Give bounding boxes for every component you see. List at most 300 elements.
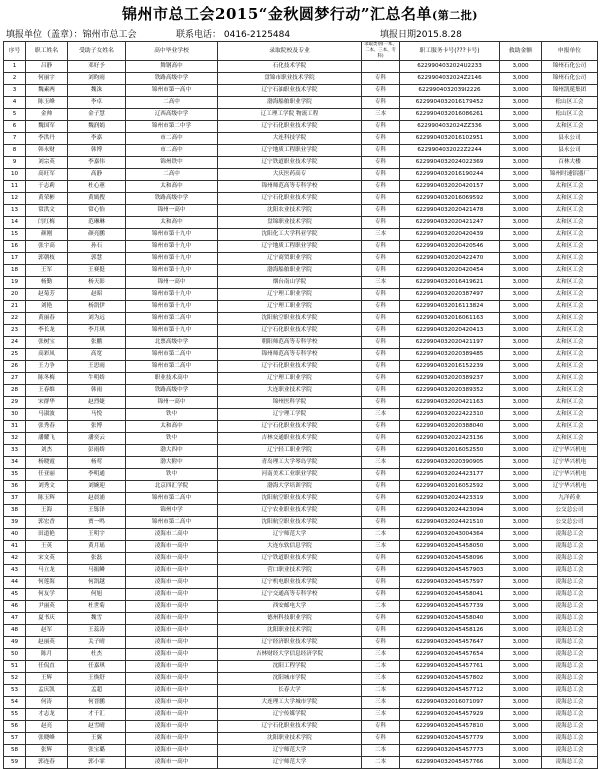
cell-card: 6229904032020422470 (400, 253, 500, 265)
cell-amount: 3,000 (500, 457, 542, 469)
table-row (4, 301, 598, 313)
cell-card: 6229904032024Z2146 (400, 73, 500, 85)
cell-unit: 公交总公司 (542, 505, 598, 517)
cell-card: 6229904032045457647 (400, 637, 500, 649)
cell-unit: 锦州石化公司 (542, 73, 598, 85)
cell-cat: 专科 (362, 217, 400, 229)
cell-cat: 专科 (362, 169, 400, 181)
filing-unit: 填报单位（盖章）：锦州市总工会 (6, 30, 137, 40)
cell-child: 何凯越 (68, 577, 126, 589)
cell-no: 35 (4, 469, 26, 481)
cell-cat: 二本 (362, 529, 400, 541)
cell-child: 马振鳞 (68, 565, 126, 577)
cell-unit: 松山区工会 (542, 109, 598, 121)
cell-school: 凌海市一高中 (126, 685, 218, 697)
cell-worker: 何友学 (26, 589, 68, 601)
cell-no: 17 (4, 253, 26, 265)
table-row (4, 661, 598, 673)
cell-card: 6229904032024ZZ336 (400, 121, 500, 133)
cell-worker: 夏书庆 (26, 613, 68, 625)
cell-no: 4 (4, 97, 26, 109)
cell-no: 38 (4, 505, 26, 517)
cell-no: 21 (4, 301, 26, 313)
cell-child: 孟超 (68, 685, 126, 697)
cell-college: 沈阳化工大学科亚学院 (218, 229, 362, 241)
cell-college: 辽宁铁道职业技术学院 (218, 157, 362, 169)
cell-worker: 马立龙 (26, 565, 68, 577)
table-row (4, 289, 598, 301)
filing-date: 填报日期2015.8.28 (380, 30, 462, 40)
cell-college: 辽宁石化职业技术学院 (218, 721, 362, 733)
cell-amount: 3,000 (500, 685, 542, 697)
cell-cat: 三本 (362, 541, 400, 553)
cell-worker: 于志莉 (26, 181, 68, 193)
cell-no: 33 (4, 445, 26, 457)
cell-unit: 凌海总工会 (542, 565, 598, 577)
cell-school: 凌海市一高中 (126, 697, 218, 709)
cell-card: 6229904032016152239 (400, 361, 500, 373)
cell-child: 杜杰 (68, 649, 126, 661)
cell-school: 辽西高级中学 (126, 109, 218, 121)
cell-child: 马悦 (68, 409, 126, 421)
cell-unit: 凌海总工会 (542, 541, 598, 553)
cell-cat: 专科 (362, 241, 400, 253)
cell-child: 金子慧 (68, 109, 126, 121)
cell-school: 铁中 (126, 433, 218, 445)
cell-worker: 李长龙 (26, 325, 68, 337)
cell-college: 渤海船舶职业学院 (218, 97, 362, 109)
cell-unit: 太和区工会 (542, 337, 598, 349)
cell-no: 15 (4, 229, 26, 241)
cell-card: 6229904032024421510 (400, 517, 500, 529)
cell-worker: 陈玉峰 (26, 97, 68, 109)
cell-unit: 锦州凯冕集团 (542, 85, 598, 97)
table-row (4, 385, 598, 397)
cell-worker: 黄丽春 (26, 313, 68, 325)
table-row (4, 445, 598, 457)
cell-no: 41 (4, 541, 26, 553)
cell-child: 颜亮鹏 (68, 229, 126, 241)
cell-card: 6229904032016419621 (400, 277, 500, 289)
cell-no: 46 (4, 601, 26, 613)
table-row (4, 565, 598, 577)
cell-amount: 3,000 (500, 673, 542, 685)
cell-cat: 专科 (362, 133, 400, 145)
cell-amount: 3,000 (500, 157, 542, 169)
cell-amount: 3,000 (500, 193, 542, 205)
cell-cat (362, 61, 400, 73)
cell-unit: 锦州石化公司 (542, 61, 598, 73)
cell-no: 34 (4, 457, 26, 469)
cell-cat: 专科 (362, 445, 400, 457)
cell-child: 赵雪晴 (68, 721, 126, 733)
cell-child: 贾一鸣 (68, 517, 126, 529)
cell-worker: 杨晓霞 (26, 457, 68, 469)
cell-cat: 三本 (362, 457, 400, 469)
cell-cat: 三本 (362, 709, 400, 721)
table-row (4, 253, 598, 265)
cell-child: 韩博 (68, 145, 126, 157)
cell-unit: 县永公司 (542, 145, 598, 157)
batch-label: (第二批) (432, 9, 478, 22)
cell-worker: 尹丽英 (26, 601, 68, 613)
cell-school: 凌海市一高中 (126, 661, 218, 673)
cell-cat: 二本 (362, 661, 400, 673)
cell-cat: 专科 (362, 433, 400, 445)
cell-worker: 赵菊芳 (26, 289, 68, 301)
cell-cat: 专科 (362, 373, 400, 385)
cell-worker: 颜刚 (26, 229, 68, 241)
cell-unit: 太和区工会 (542, 265, 598, 277)
cell-card: 6229904032024423094 (400, 505, 500, 517)
cell-unit: 辽宁华兴机电 (542, 481, 598, 493)
cell-school: 凌海市一高中 (126, 589, 218, 601)
table-row (4, 481, 598, 493)
cell-amount: 3,000 (500, 709, 542, 721)
cell-college: 锦州师范高等专科学校 (218, 349, 362, 361)
table-row (4, 73, 598, 85)
cell-amount: 3,000 (500, 253, 542, 265)
cell-card: 6229904032045457654 (400, 649, 500, 661)
cell-unit: 松山区工会 (542, 97, 598, 109)
cell-cat: 专科 (362, 313, 400, 325)
cell-amount: 3,000 (500, 757, 542, 769)
cell-amount: 3,000 (500, 145, 542, 157)
cell-child: 张鹏 (68, 337, 126, 349)
cell-school: 太和高中 (126, 217, 218, 229)
cell-college: 辽宁石油职业技术学院 (218, 85, 362, 97)
cell-amount: 3,000 (500, 745, 542, 757)
cell-unit: 太和区工会 (542, 289, 598, 301)
cell-amount: 3,000 (500, 577, 542, 589)
roster-table (3, 41, 598, 769)
cell-school: 凌海市一高中 (126, 553, 218, 565)
cell-college: 辽宁农业职业技术学院 (218, 505, 362, 517)
cell-college: 辽宁石化职业技术学院 (218, 421, 362, 433)
cell-amount: 3,000 (500, 313, 542, 325)
cell-school: 北京四汇学院 (126, 481, 218, 493)
cell-card: 6229904032045458126 (400, 625, 500, 637)
cell-card: 6229904032016061163 (400, 313, 500, 325)
cell-unit: 太和区工会 (542, 205, 598, 217)
cell-child: 黄月瑶 (68, 541, 126, 553)
cell-no: 45 (4, 589, 26, 601)
cell-school: 锦州市第十九中 (126, 253, 218, 265)
cell-cat: 专科 (362, 73, 400, 85)
cell-amount: 3,000 (500, 649, 542, 661)
cell-school: 铁中 (126, 409, 218, 421)
cell-amount: 3,000 (500, 217, 542, 229)
cell-worker: 王英 (26, 541, 68, 553)
cell-unit: 太和区工会 (542, 349, 598, 361)
table-row (4, 373, 598, 385)
cell-worker: 王军 (26, 265, 68, 277)
cell-amount: 3,000 (500, 97, 542, 109)
table-row (4, 229, 598, 241)
cell-worker: 潘耀飞 (26, 433, 68, 445)
cell-no: 30 (4, 409, 26, 421)
table-row (4, 265, 598, 277)
cell-no: 29 (4, 397, 26, 409)
cell-no: 43 (4, 565, 26, 577)
cell-college: 辽宁经济职业技术学院 (218, 637, 362, 649)
cell-child: 李明通 (68, 469, 126, 481)
cell-college: 朝阳师范高等专科学校 (218, 337, 362, 349)
cell-unit: 凌海总工会 (542, 613, 598, 625)
cell-amount: 3,000 (500, 565, 542, 577)
cell-worker: 何涛 (26, 697, 68, 709)
cell-card: 6229904032045458041 (400, 589, 500, 601)
table-row (4, 409, 598, 421)
table-row (4, 697, 598, 709)
table-row (4, 397, 598, 409)
table-row (4, 553, 598, 565)
cell-cat: 专科 (362, 205, 400, 217)
table-row (4, 205, 598, 217)
cell-school: 锦州市第二高中 (126, 313, 218, 325)
cell-college: 辽宁理工职业学院 (218, 301, 362, 313)
cell-worker: 任侃直 (26, 661, 68, 673)
cell-child: 王铄泽 (68, 505, 126, 517)
cell-school: 锦州市第十九中 (126, 289, 218, 301)
cell-unit: 凌海总工会 (542, 673, 598, 685)
cell-child: 张宝璐 (68, 745, 126, 757)
cell-unit: 凌海总工会 (542, 661, 598, 673)
cell-college: 辽宁地质工程职业学院 (218, 241, 362, 253)
cell-child: 王焕舒 (68, 673, 126, 685)
cell-no: 44 (4, 577, 26, 589)
cell-child: 李嘉伟 (68, 157, 126, 169)
cell-amount: 3,000 (500, 61, 542, 73)
cell-no: 31 (4, 421, 26, 433)
cell-college: 辽宁理工学院 (218, 409, 362, 421)
cell-child: 郭小霏 (68, 757, 126, 769)
cell-cat: 专科 (362, 253, 400, 265)
cell-no: 57 (4, 733, 26, 745)
cell-cat: 专科 (362, 625, 400, 637)
table-row (4, 529, 598, 541)
cell-worker: 何莲海 (26, 577, 68, 589)
cell-no: 11 (4, 181, 26, 193)
cell-card: 6229904032039I2226 (400, 85, 500, 97)
cell-cat: 专科 (362, 385, 400, 397)
table-row (4, 457, 598, 469)
cell-college: 西安邮电大学 (218, 601, 362, 613)
header-worker: 职工姓名 (26, 42, 68, 61)
cell-cat: 三本 (362, 649, 400, 661)
cell-college: 辽宁机电职业技术学院 (218, 577, 362, 589)
cell-child: 赵烈婕 (68, 397, 126, 409)
table-row (4, 85, 598, 97)
cell-college: 大连职业技术学院 (218, 385, 362, 397)
cell-worker: 张辉 (26, 745, 68, 757)
cell-card: 6229904032020388040 (400, 421, 500, 433)
cell-amount: 3,000 (500, 349, 542, 361)
cell-cat: 专科 (362, 265, 400, 277)
cell-card: 6229904032020421478 (400, 205, 500, 217)
cell-child: 李嘉 (68, 133, 126, 145)
cell-college: 辽宁理工职业学院 (218, 373, 362, 385)
cell-unit: 太和区工会 (542, 361, 598, 373)
table-row (4, 577, 598, 589)
cell-no: 50 (4, 649, 26, 661)
cell-cat: 专科 (362, 421, 400, 433)
cell-college: 辽宁地质工程职业学院 (218, 145, 362, 157)
cell-card: 6229904032020389485 (400, 349, 500, 361)
cell-amount: 3,000 (500, 265, 542, 277)
cell-worker: 刘宗英 (26, 157, 68, 169)
cell-cat: 三本 (362, 109, 400, 121)
cell-cat: 专科 (362, 361, 400, 373)
cell-college: 沈阳职业技术学院 (218, 733, 362, 745)
cell-school: 渤大附中 (126, 457, 218, 469)
cell-child: 才千汇 (68, 709, 126, 721)
cell-no: 18 (4, 265, 26, 277)
cell-card: 6229904032022Z2244 (400, 145, 500, 157)
cell-no: 27 (4, 373, 26, 385)
cell-school: 凌海市一高中 (126, 757, 218, 769)
cell-card: 6229904032045457597 (400, 577, 500, 589)
cell-school: 市二高中 (126, 145, 218, 157)
cell-school: 二高中 (126, 169, 218, 181)
cell-college: 辽宁师范大学 (218, 757, 362, 769)
cell-college: 辽宁石化职业技术学院 (218, 325, 362, 337)
cell-no: 55 (4, 709, 26, 721)
cell-unit: 太和区工会 (542, 229, 598, 241)
cell-amount: 3,000 (500, 397, 542, 409)
cell-amount: 3,000 (500, 589, 542, 601)
cell-cat: 专科 (362, 637, 400, 649)
cell-worker: 张晓峰 (26, 733, 68, 745)
cell-card: 6229904032024423319 (400, 493, 500, 505)
cell-school: 北票高级中学 (126, 337, 218, 349)
cell-child: 任嘉琪 (68, 661, 126, 673)
cell-cat: 二本 (362, 745, 400, 757)
cell-child: 高静 (68, 169, 126, 181)
cell-no: 10 (4, 169, 26, 181)
cell-school: 凌海市一高中 (126, 745, 218, 757)
cell-college: 辽宁石化职业技术学院 (218, 361, 362, 373)
cell-school: 锦州铁中 (126, 157, 218, 169)
cell-card: 6229904032016052550 (400, 445, 500, 457)
cell-card: 6229904032020389352 (400, 385, 500, 397)
cell-unit: 辽宁华兴机电 (542, 445, 598, 457)
cell-unit: 凌海总工会 (542, 757, 598, 769)
header-card: 职工服务卡号(???卡号) (400, 42, 500, 61)
cell-no: 39 (4, 517, 26, 529)
cell-college: 辽工理工学院 物流工程 (218, 109, 362, 121)
header-school: 高中毕业学校 (126, 42, 218, 61)
cell-card: 6229904032020421197 (400, 337, 500, 349)
cell-school: 职业技术高中 (126, 373, 218, 385)
cell-child: 杨凯伊 (68, 301, 126, 313)
cell-college: 大连理工大学城市学院 (218, 697, 362, 709)
cell-school: 锦州中学 (126, 505, 218, 517)
cell-amount: 3,000 (500, 505, 542, 517)
cell-unit: 县永公司 (542, 133, 598, 145)
cell-no: 56 (4, 721, 26, 733)
cell-worker: 陈冬梅 (26, 373, 68, 385)
cell-unit: 锦州时速铝器厂 (542, 169, 598, 181)
cell-no: 59 (4, 757, 26, 769)
cell-college: 锦州医科学院 (218, 397, 362, 409)
cell-child: 刘为远 (68, 313, 126, 325)
cell-card: 6229904032043004364 (400, 529, 500, 541)
cell-college: 青岛理工大学琴岛学院 (218, 457, 362, 469)
cell-no: 24 (4, 337, 26, 349)
cell-card: 6229904032020387497 (400, 289, 500, 301)
cell-cat: 专科 (362, 565, 400, 577)
document-title (0, 3, 600, 24)
cell-college: 营口职业技术学院 (218, 565, 362, 577)
table-row (4, 241, 598, 253)
table-row (4, 685, 598, 697)
cell-worker: 陈玉辉 (26, 493, 68, 505)
cell-school: 锦州市第十九中 (126, 265, 218, 277)
cell-amount: 3,000 (500, 109, 542, 121)
cell-cat: 专科 (362, 613, 400, 625)
cell-no: 40 (4, 529, 26, 541)
cell-unit: 凌海总工会 (542, 721, 598, 733)
cell-worker: 刘秀文 (26, 481, 68, 493)
cell-school: 铁路高级中学 (126, 73, 218, 85)
cell-school: 舞钢高中 (126, 61, 218, 73)
cell-school: 凌海市一高中 (126, 709, 218, 721)
cell-college: 沈阳职业技术学院 (218, 625, 362, 637)
cell-card: 6229904032020420439 (400, 229, 500, 241)
cell-amount: 3,000 (500, 733, 542, 745)
cell-card: 6229904032022422310 (400, 409, 500, 421)
cell-child: 何旭 (68, 589, 126, 601)
cell-amount: 3,000 (500, 445, 542, 457)
cell-school: 二高中 (126, 97, 218, 109)
table-row (4, 625, 598, 637)
cell-cat: 专科 (362, 733, 400, 745)
cell-unit: 凌海总工会 (542, 685, 598, 697)
cell-unit: 凌海总工会 (542, 649, 598, 661)
cell-worker: 高旺军 (26, 169, 68, 181)
cell-child: 魏雪 (68, 613, 126, 625)
cell-child: 杜心蕙 (68, 181, 126, 193)
cell-school: 太和高中 (126, 421, 218, 433)
cell-worker: 郭连春 (26, 757, 68, 769)
cell-worker: 郭宏香 (26, 517, 68, 529)
cell-unit: 太和区工会 (542, 385, 598, 397)
cell-school: 锦州市第十九中 (126, 325, 218, 337)
cell-card: 6229904032016052592 (400, 481, 500, 493)
cell-card: 6229904032016102951 (400, 133, 500, 145)
cell-school: 锦州市第二高中 (126, 493, 218, 505)
cell-college: 锦州师范高等专科学校 (218, 181, 362, 193)
cell-college: 沈阳航空职业技术学院 (218, 313, 362, 325)
cell-card: 6229904032045457773 (400, 745, 500, 757)
cell-cat: 三本 (362, 409, 400, 421)
header-unit: 申报单位 (542, 42, 598, 61)
cell-no: 16 (4, 241, 26, 253)
cell-unit: 太和区工会 (542, 241, 598, 253)
header-amount: 救助金额 (500, 42, 542, 61)
cell-school: 凌海市一高中 (126, 721, 218, 733)
cell-unit: 凌海总工会 (542, 709, 598, 721)
cell-school: 锦州市第十九中 (126, 229, 218, 241)
cell-card: 6229904032045457766 (400, 757, 500, 769)
table-row (4, 745, 598, 757)
cell-card: 6229904032016071097 (400, 697, 500, 709)
cell-school: 凌海市二高中 (126, 529, 218, 541)
cell-cat: 专科 (362, 505, 400, 517)
cell-worker: 杨勤 (26, 277, 68, 289)
cell-worker: 李洪丹 (26, 133, 68, 145)
